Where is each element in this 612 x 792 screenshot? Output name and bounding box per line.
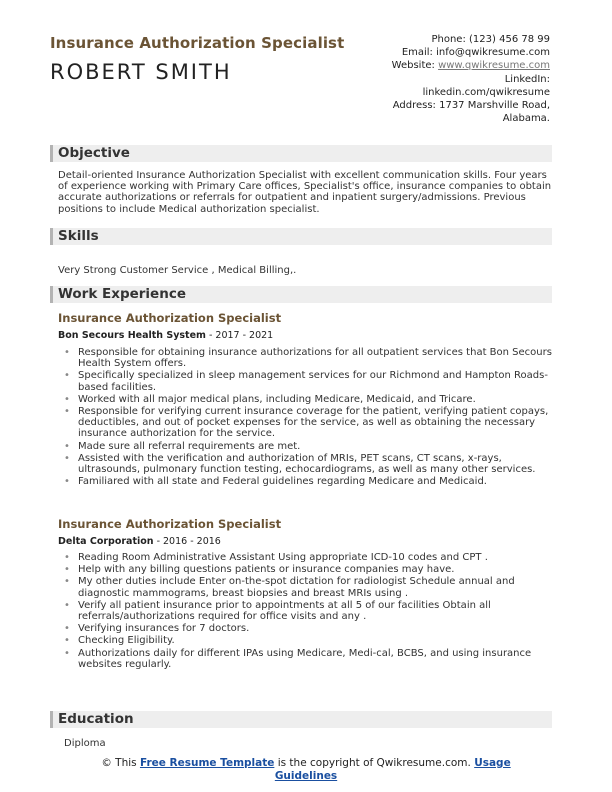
job-2-company-line	[58, 536, 221, 547]
section-accent	[50, 711, 53, 728]
usage-link[interactable]: Usage	[474, 757, 511, 769]
job-2-bullets	[62, 552, 554, 671]
list-item: • Responsible for verifying current insurance coverage for the patient, verifying patient copays, deductibles, and out of pocket expenses for the service, as well as obtaining the necessary insurance authorization for the service.	[62, 406, 554, 440]
list-item: • Worked with all major medical plans, including Medicare, Medicaid, and Tricare.	[62, 394, 554, 405]
list-item: • Reading Room Administrative Assistant Using appropriate ICD-10 codes and CPT .	[62, 552, 554, 563]
list-item: • Verify all patient insurance prior to appointments at all 5 of our facilities Obtain all referrals/authorizations required for office visits and any .	[62, 600, 554, 622]
website-line	[330, 59, 550, 72]
email-value: info@qwikresume.com	[436, 47, 550, 59]
copyright-footer	[0, 757, 612, 783]
candidate-name: ROBERT SMITH	[50, 60, 232, 84]
education-heading: Education	[58, 711, 134, 727]
website-link[interactable]: www.qwikresume.com	[438, 60, 550, 72]
linkedin-label: LinkedIn:	[504, 73, 550, 85]
list-item: • Familiared with all state and Federal guidelines regarding Medicare and Medicaid.	[62, 476, 554, 487]
list-item: • Help with any billing questions patients or insurance companies may have.	[62, 564, 554, 575]
email-label: Email:	[401, 47, 433, 59]
work-section-header	[50, 286, 552, 303]
phone-label: Phone:	[431, 34, 466, 45]
free-resume-template-link[interactable]: Free Resume Template	[139, 757, 275, 769]
list-item: • Authorizations daily for different IPAs using Medicare, Medi-cal, BCBS, and using insurance websites regularly.	[62, 648, 554, 670]
job-2-title: Insurance Authorization Specialist	[58, 517, 282, 531]
objective-section-header	[50, 145, 552, 162]
job-1-title: Insurance Authorization Specialist	[58, 311, 282, 325]
skills-heading: Skills	[58, 228, 99, 244]
job-1-company-line	[58, 330, 273, 341]
resume-header	[50, 34, 344, 84]
address-line	[330, 99, 550, 112]
job-2-dates: - 2016 - 2016	[153, 536, 221, 547]
education-section-header	[50, 711, 552, 728]
phone-value: (123) 456 78 99	[469, 34, 550, 45]
list-item: • Verifying insurances for 7 doctors.	[62, 623, 554, 634]
job-title: Insurance Authorization Specialist	[50, 34, 345, 52]
objective-heading: Objective	[58, 145, 130, 161]
objective-text: Detail-oriented Insurance Authorization Specialist with excellent communication skills. Four years of experience working with Primary Care offices, Specialist's office, insurance companies to obtain accurate authorizations or referrals for outpatient and inpatient surgery/admissions. Previous positions to include Medical authorization specialist.	[58, 170, 552, 215]
section-accent	[50, 145, 53, 162]
list-item: • Checking Eligibility.	[62, 635, 554, 646]
work-heading: Work Experience	[58, 286, 186, 302]
job-1-dates: - 2017 - 2021	[205, 330, 274, 341]
footer-middle: is the copyright of Qwikresume.com.	[274, 757, 475, 769]
list-item: • My other duties include Enter on-the-spot dictation for radiologist Schedule annual and diagnostic mammograms, breast biopsies and breast MRIs using .	[62, 576, 554, 598]
job-1-company: Bon Secours Health System	[58, 330, 206, 341]
footer-prefix: © This	[101, 757, 140, 769]
list-item: • Made sure all referral requirements are met.	[62, 441, 554, 452]
section-accent	[50, 228, 53, 245]
email-line	[330, 46, 550, 59]
website-label: Website:	[391, 60, 435, 72]
job-1-bullets	[62, 347, 554, 488]
list-item: • Assisted with the verification and authorization of MRIs, PET scans, CT scans, x-rays, ultrasounds, pulmonary function testing, echocardiograms, as well as many other services.	[62, 453, 554, 475]
list-item: • Responsible for obtaining insurance authorizations for all outpatient services that Bon Secours Health System offers.	[62, 347, 554, 369]
linkedin-value: linkedin.com/qwikresume	[422, 86, 550, 98]
job-2-company: Delta Corporation	[58, 536, 154, 547]
skills-text: Very Strong Customer Service , Medical Billing,.	[58, 265, 297, 276]
contact-block	[330, 33, 550, 125]
education-text: Diploma	[64, 738, 106, 749]
phone-line	[330, 33, 550, 46]
address-value-2: Alabama.	[502, 113, 550, 125]
guidelines-link[interactable]: Guidelines	[274, 770, 338, 782]
skills-section-header	[50, 228, 552, 245]
list-item: • Specifically specialized in sleep management services for our Richmond and Hampton Roads-based facilities.	[62, 370, 554, 392]
section-accent	[50, 286, 53, 303]
address-value-1: 1737 Marshville Road,	[439, 100, 550, 112]
address-label: Address:	[392, 100, 436, 112]
